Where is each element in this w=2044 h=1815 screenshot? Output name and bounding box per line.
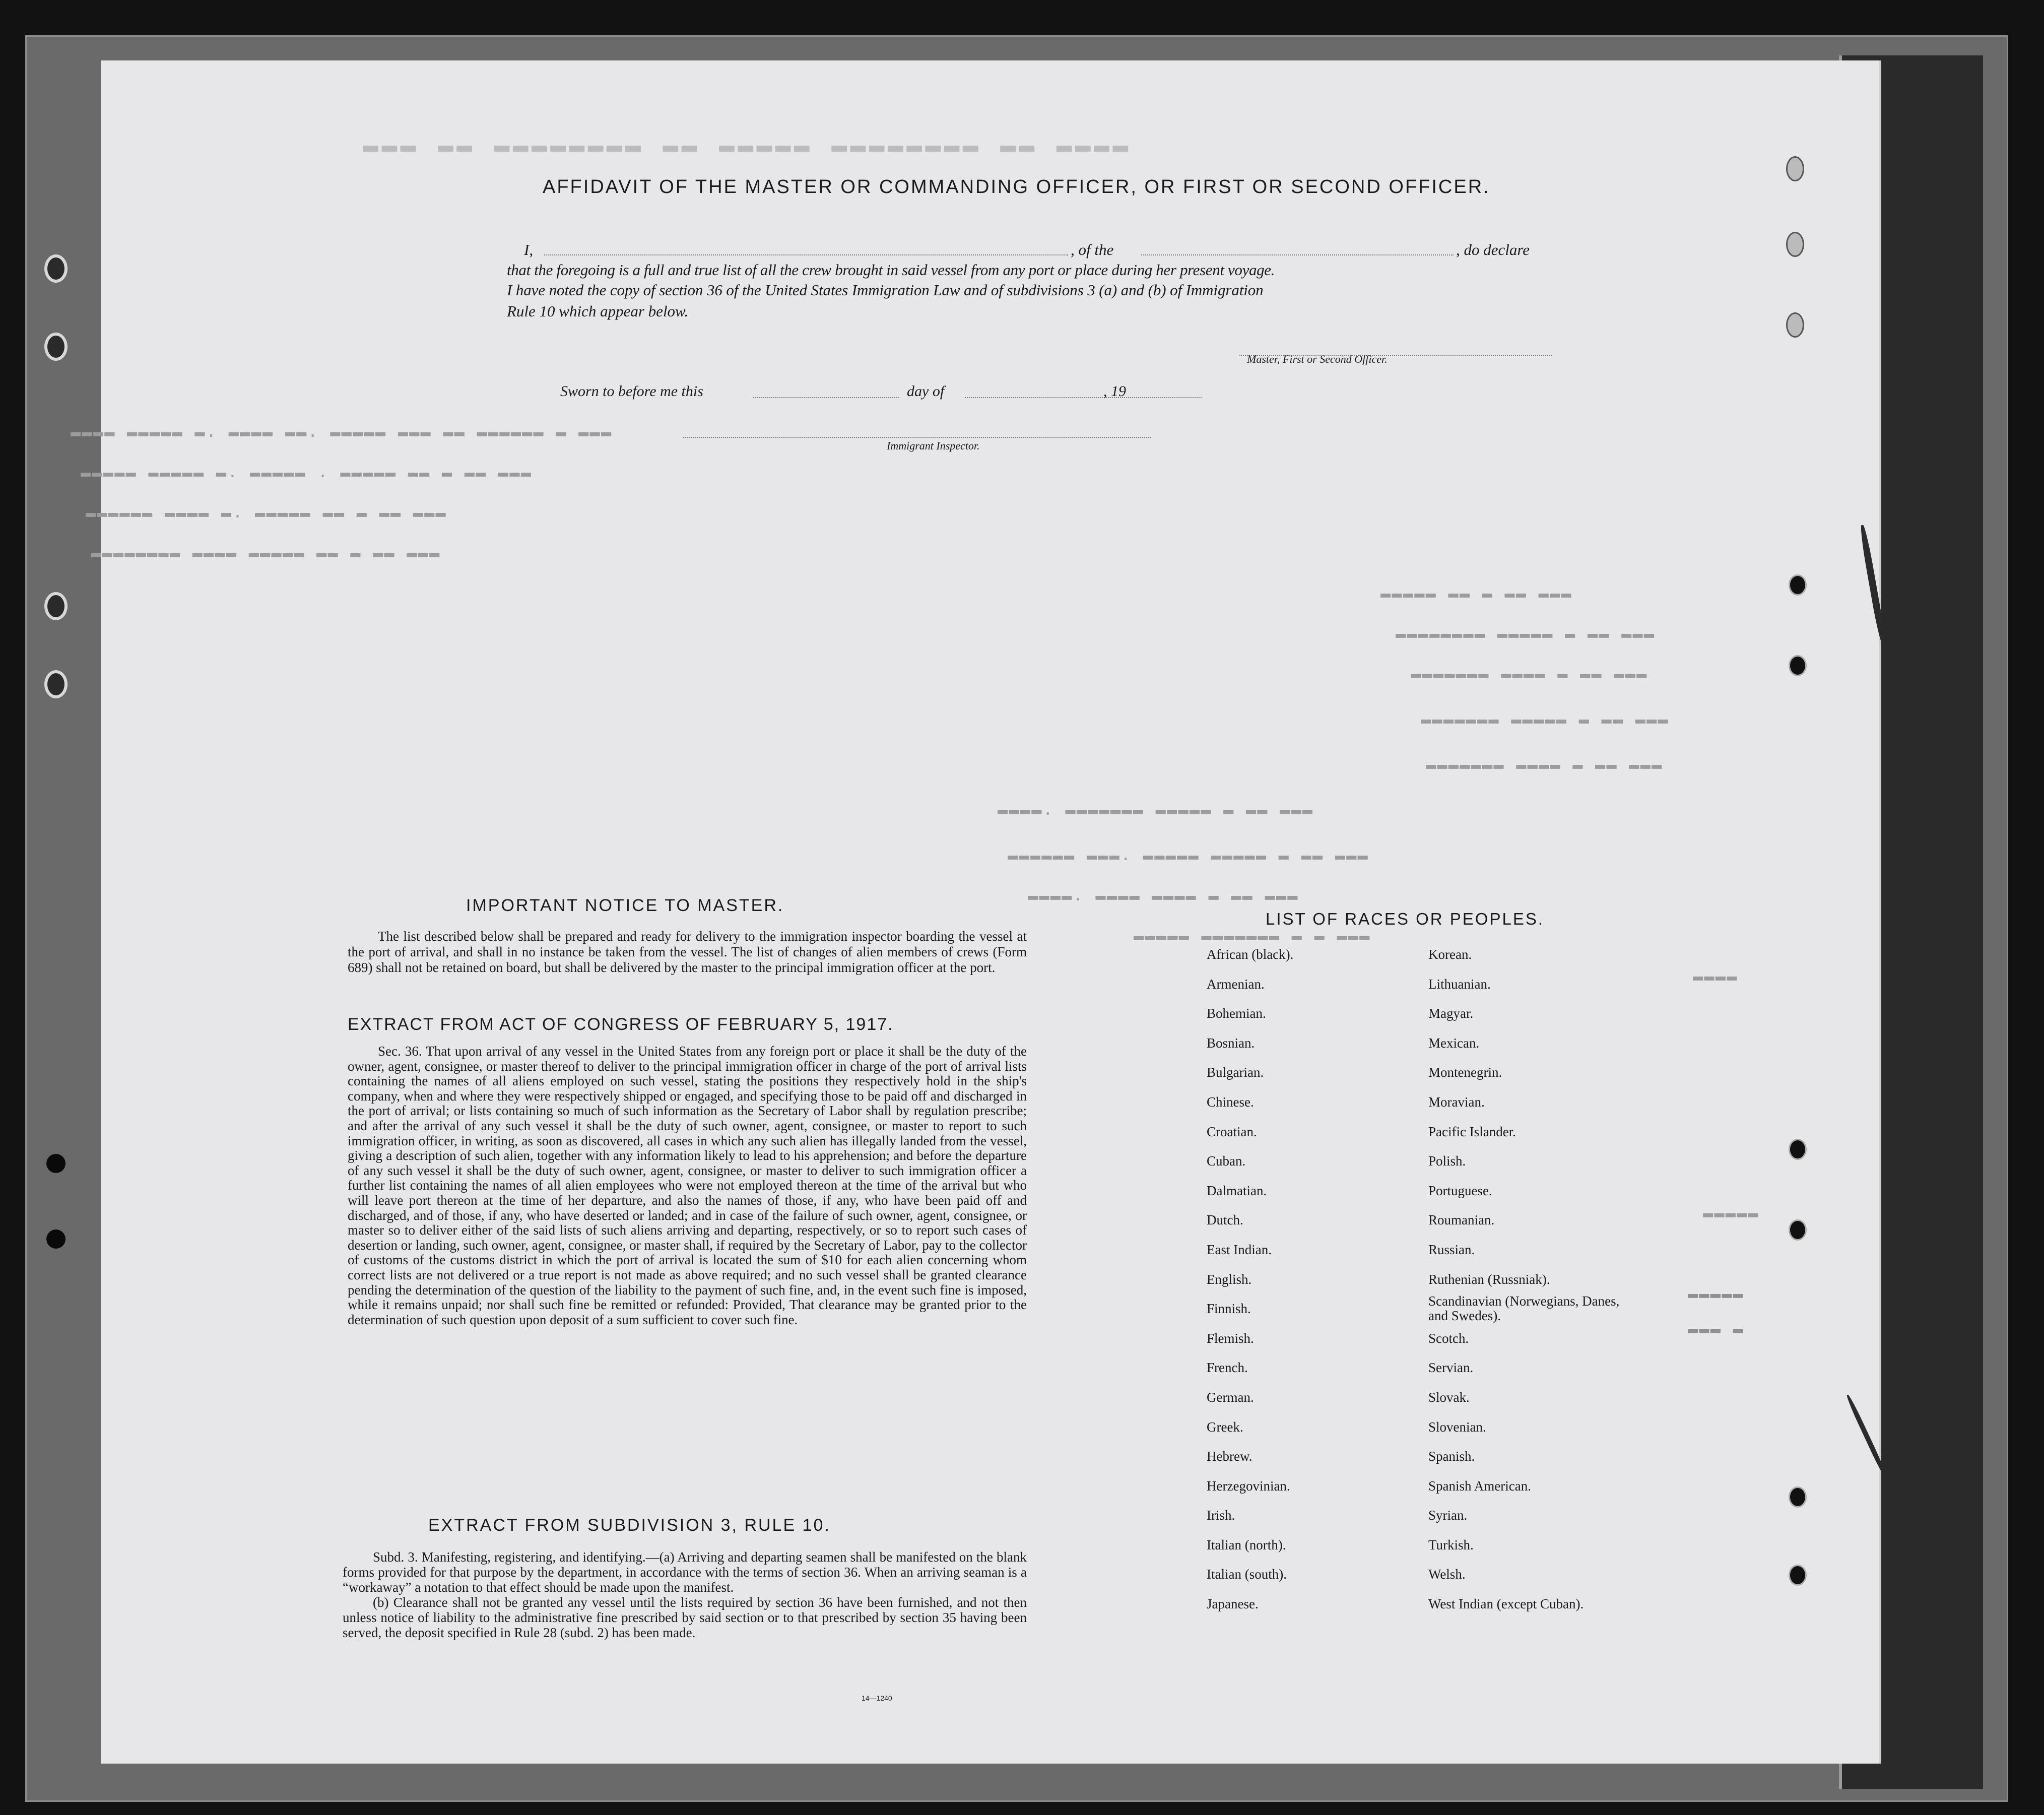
page-punch-hole (1789, 574, 1807, 596)
rule-text (343, 1549, 1027, 1640)
declaration-of-the: , of the (1071, 241, 1114, 258)
affidavit-title: AFFIDAVIT OF THE MASTER OR COMMANDING OFFICER, OR FIRST OR SECOND OFFICER. (543, 176, 1490, 198)
binder-hole (46, 1229, 65, 1249)
bleed-through-text: ▬▬▬▬. ▬▬▬▬▬▬▬ ▬▬▬▬▬ ▬ ▬▬ ▬▬▬ (998, 801, 1314, 820)
bleed-through-text: ▬▬▬ ▬▬ ▬▬▬▬▬▬▬▬ ▬▬ ▬▬▬▬▬ ▬▬▬▬▬▬▬▬ ▬▬ ▬▬▬▬ (363, 131, 1132, 161)
affidavit-page (71, 60, 1881, 1764)
page-punch-hole (1786, 156, 1804, 181)
races-heading: LIST OF RACES OR PEOPLES. (1266, 910, 1545, 928)
bleed-through-text: ▬▬▬▬. ▬▬▬▬ ▬▬▬▬ ▬ ▬▬ ▬▬▬ (1028, 887, 1299, 906)
race-item: Greek. (1207, 1419, 1243, 1435)
race-item: Bulgarian. (1207, 1065, 1264, 1080)
bleed-through-text: ▬▬▬▬▬▬▬▬ ▬▬▬▬ ▬▬▬▬▬ ▬▬ ▬ ▬▬ ▬▬▬ (91, 544, 441, 563)
act-text (348, 1044, 1027, 1327)
declaration-i: I, (524, 241, 534, 258)
race-item: Moravian. (1428, 1094, 1485, 1110)
race-item: Bosnian. (1207, 1035, 1255, 1051)
race-item: Scotch. (1428, 1330, 1469, 1346)
declaration-line-4: Rule 10 which appear below. (507, 302, 689, 320)
inspector-caption: Immigrant Inspector. (887, 439, 980, 452)
notice-paragraph: The list described below shall be prepared and ready for delivery to the immigration inspector boarding the vessel at the port of arrival, and shall in no instance be taken from the vessel. The list of changes of alien members of crews (Form 689) shall not be retained on board, but shall be delivered by the master to the principal immigration officer at the port. (348, 929, 1027, 975)
bleed-through-text: ▬▬▬▬▬ ▬▬▬▬▬▬▬ ▬ ▬ ▬▬▬ (1134, 927, 1371, 946)
race-item: Dutch. (1207, 1212, 1243, 1228)
bleed-through-text: ▬▬▬ ▬ (1688, 1320, 1745, 1339)
race-item: Servian. (1428, 1360, 1474, 1376)
race-item: Chinese. (1207, 1094, 1254, 1110)
race-item: Hebrew. (1207, 1449, 1252, 1464)
name-blank (544, 254, 1068, 255)
race-item: Spanish. (1428, 1449, 1475, 1464)
rule-paragraph-b: (b) Clearance shall not be granted any vessel until the lists required by section 36 have been furnished, and not then unless notice of liability to the administrative fine prescribed by said section or to that prescribed by section 35 having been served, the deposit specified in Rule 28 (subd. 2) has been made. (343, 1595, 1027, 1640)
bleed-through-text: ▬▬▬▬▬▬ ▬▬▬. ▬▬▬▬▬ ▬▬▬▬▬ ▬ ▬▬ ▬▬▬ (1008, 847, 1369, 866)
race-item: Roumanian. (1428, 1212, 1495, 1228)
page-punch-hole (1789, 1565, 1807, 1586)
bleed-through-text: ▬▬▬▬▬ (1688, 1285, 1745, 1304)
race-item: German. (1207, 1389, 1254, 1405)
binder-hole (44, 254, 68, 283)
races-left-column (1207, 940, 1293, 1619)
declaration-line-3: I have noted the copy of section 36 of the United States Immigration Law and of subdivisions 3 (a) and (b) of Immigration (507, 281, 1264, 299)
bleed-through-text: ▬▬▬▬▬▬▬ ▬▬▬▬ ▬ ▬▬ ▬▬▬ (1426, 756, 1663, 775)
binder-hole (44, 670, 68, 698)
race-item: Cuban. (1207, 1153, 1246, 1169)
sworn-month-blank (965, 397, 1202, 398)
sworn-day-blank (753, 397, 899, 398)
race-item: Pacific Islander. (1428, 1124, 1516, 1139)
race-item: Italian (north). (1207, 1537, 1286, 1552)
page-punch-hole (1786, 312, 1804, 338)
declaration-do-declare: , do declare (1456, 241, 1530, 258)
page-punch-hole (1786, 232, 1804, 257)
race-item: Welsh. (1428, 1567, 1466, 1582)
race-item: Russian. (1428, 1242, 1475, 1257)
sworn-year: , 19 (1103, 383, 1126, 400)
race-item: Korean. (1428, 947, 1472, 962)
race-item: Italian (south). (1207, 1567, 1287, 1582)
sworn-text: Sworn to before me this (560, 383, 703, 400)
signature-caption: Master, First or Second Officer. (1247, 353, 1388, 365)
form-number: 14—1240 (862, 1694, 892, 1702)
page-punch-hole (1789, 1139, 1807, 1160)
bleed-through-text: ▬▬▬▬▬▬▬ ▬▬▬▬▬ ▬ ▬▬ ▬▬▬ (1421, 710, 1669, 730)
inspector-signature-line (683, 437, 1151, 438)
bleed-through-text: ▬▬▬▬▬ (1703, 1204, 1760, 1223)
page-punch-hole (1789, 1486, 1807, 1508)
race-item: Croatian. (1207, 1124, 1257, 1139)
binder-hole (46, 1154, 65, 1173)
race-item: Slovak. (1428, 1389, 1470, 1405)
bleed-through-text: ▬▬▬▬▬▬▬ ▬▬▬▬ ▬ ▬▬ ▬▬▬ (1411, 665, 1648, 684)
race-item: Mexican. (1428, 1035, 1480, 1051)
race-item: Armenian. (1207, 976, 1265, 992)
race-item: Montenegrin. (1428, 1065, 1502, 1080)
race-item: Ruthenian (Russniak). (1428, 1271, 1550, 1287)
notice-heading: IMPORTANT NOTICE TO MASTER. (466, 896, 784, 915)
race-item: Magyar. (1428, 1006, 1474, 1021)
race-item: English. (1207, 1271, 1252, 1287)
race-item: East Indian. (1207, 1242, 1272, 1257)
race-item: Flemish. (1207, 1330, 1254, 1346)
race-item: Herzegovinian. (1207, 1478, 1290, 1494)
race-item: Japanese. (1207, 1596, 1259, 1612)
declaration-line-2: that the foregoing is a full and true list of all the crew brought in said vessel from any port or place during her present voyage. (507, 261, 1275, 279)
race-item: French. (1207, 1360, 1248, 1376)
sworn-day-of: day of (907, 383, 945, 400)
race-item: Slovenian. (1428, 1419, 1486, 1435)
race-item: Dalmatian. (1207, 1183, 1267, 1198)
race-item: West Indian (except Cuban). (1428, 1596, 1584, 1612)
act-paragraph: Sec. 36. That upon arrival of any vessel in the United States from any foreign port or place it shall be the duty of the owner, agent, consignee, or master thereof to deliver to the principal immigration officer in charge of the port of arrival lists containing the names of all aliens employed on such vessel, stating the positions they respectively hold in the ship's company, when and where they were respectively shipped or engaged, and specifying those to be paid off and discharged in the port of arrival; or lists containing so much of such information as the Secretary of Labor shall by regulation prescribe; and after the arrival of any such vessel it shall be the duty of such owner, agent, consignee, or master to report to such immigration officer, in writing, as soon as discovered, all cases in which any such alien has illegally landed from the vessel, giving a description of such alien, together with any information likely to lead to his apprehension; and before the departure of any such vessel it shall be the duty of such owner, agent, consignee, or master to deliver to such immigration officer a further list containing the names of all alien employees who were not employed thereon at the time of the arrival but who will leave port thereon at the time of her departure, and also the names of those, if any, who have been paid off and discharged, and of those, if any, who have deserted or landed; and in case of the failure of such owner, agent, consignee, or master so to deliver either of the said lists of such aliens arriving and departing, respectively, or so to report such cases of desertion or landing, such owner, agent, consignee, or master shall, if required by the Secretary of Labor, pay to the collector of customs of the customs district in which the port of arrival is located the sum of $10 for each alien concerning whom correct lists are not delivered or a true report is not made as above required; and no such vessel shall be granted clearance pending the determination of the question of the liability to the payment of such fine, and, in the event such fine is imposed, while it remains unpaid; nor shall such fine be remitted or refunded: Provided, That clearance may be granted prior to the determination of such question upon deposit of a sum sufficient to cover such fine. (348, 1044, 1027, 1327)
page-punch-hole (1789, 655, 1807, 676)
bleed-through-text: ▬▬▬▬▬ ▬▬▬▬▬ ▬. ▬▬▬▬▬ . ▬▬▬▬▬ ▬▬ ▬ ▬▬ ▬▬▬ (81, 464, 533, 483)
race-item: Syrian. (1428, 1508, 1468, 1523)
race-item: Scandinavian (Norwegians, Danes, and Swedes). (1428, 1293, 1620, 1324)
bleed-through-text: ▬▬▬▬▬▬▬▬ ▬▬▬▬▬ ▬ ▬▬ ▬▬▬ (1396, 625, 1656, 644)
race-item: Spanish American. (1428, 1478, 1531, 1494)
bleed-through-text: ▬▬▬▬▬ ▬▬ ▬ ▬▬ ▬▬▬ (1380, 585, 1572, 604)
race-item: Finnish. (1207, 1301, 1251, 1317)
bleed-through-text: ▬▬▬▬ (1693, 967, 1738, 987)
act-heading: EXTRACT FROM ACT OF CONGRESS OF FEBRUARY 5, 1917. (348, 1015, 894, 1034)
binder-hole (44, 592, 68, 620)
bleed-through-text: ▬▬▬▬▬▬ ▬▬▬▬ ▬. ▬▬▬▬▬ ▬▬ ▬ ▬▬ ▬▬▬ (86, 504, 447, 523)
race-item: African (black). (1207, 947, 1294, 962)
page-punch-hole (1789, 1219, 1807, 1241)
race-item: Turkish. (1428, 1537, 1474, 1552)
race-item: Bohemian. (1207, 1006, 1266, 1021)
notice-text (348, 929, 1027, 976)
rule-heading: EXTRACT FROM SUBDIVISION 3, RULE 10. (428, 1516, 831, 1535)
race-item: Polish. (1428, 1153, 1466, 1169)
rule-paragraph-a: Subd. 3. Manifesting, registering, and identifying.—(a) Arriving and departing seamen shall be manifested on the blank forms provided for that purpose by the department, in accordance with the terms of section 36. When an arriving seaman is a “workaway” a notation to that effect should be made upon the manifest. (343, 1549, 1027, 1595)
race-item: Lithuanian. (1428, 976, 1491, 992)
binder-hole (44, 333, 68, 361)
bleed-through-text: ▬▬▬▬ ▬▬▬▬▬ ▬. ▬▬▬▬ ▬▬. ▬▬▬▬▬ ▬▬▬ ▬▬ ▬▬▬▬▬▬ ▬ ▬▬▬ (71, 423, 613, 442)
race-item: Irish. (1207, 1508, 1235, 1523)
races-right-column (1428, 940, 1625, 1619)
vessel-blank (1141, 254, 1454, 255)
race-item: Portuguese. (1428, 1183, 1492, 1198)
